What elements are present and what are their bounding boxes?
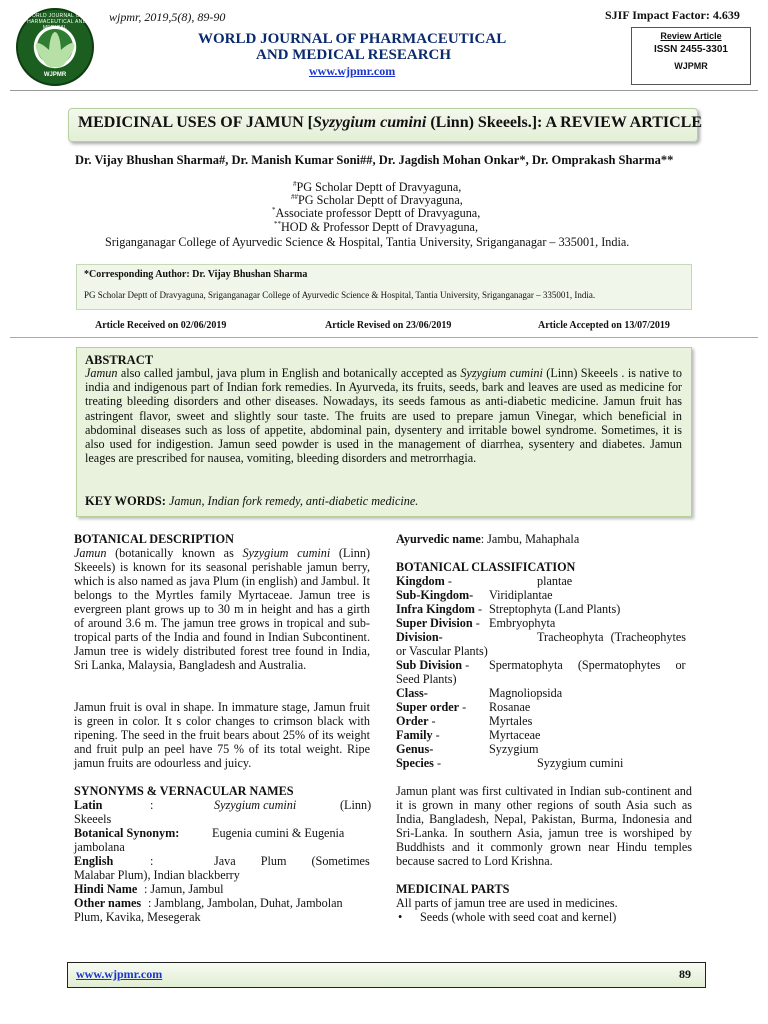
classification-label: Super order - (396, 700, 467, 714)
fruit-description-text: Jamun fruit is oval in shape. In immature stage, Jamun fruit is green in color. It s color changes to crimson black with ripening. The seed in the fruit bears about 25% of its weight and fruit pulp an peel have 75 % of its total weight. Ripe jamun fruits are odourless and juicy. (74, 700, 370, 770)
other-names-line2: Plum, Kavika, Mesegerak (74, 910, 201, 924)
english-colon: : (150, 854, 154, 868)
journal-title-line2: AND MEDICAL RESEARCH (256, 47, 452, 63)
medicinal-parts-heading: MEDICINAL PARTS (396, 882, 510, 896)
classification-value: Tracheophyta (Tracheophytes (537, 630, 686, 644)
header-divider (10, 90, 758, 91)
abstract-heading: ABSTRACT (85, 353, 154, 367)
logo-abbrev: WJPMR (43, 72, 67, 78)
dates-divider (10, 337, 758, 338)
classification-label: Family - (396, 728, 440, 742)
classification-value: Streptophyta (Land Plants) (489, 602, 621, 616)
issn: ISSN 2455-3301 (654, 44, 728, 55)
date-accepted: Article Accepted on 13/07/2019 (538, 320, 670, 331)
latin-tail: (Linn) (340, 798, 372, 812)
classification-heading: BOTANICAL CLASSIFICATION (396, 560, 576, 574)
latin-value: Syzygium cumini (214, 798, 297, 812)
classification-value: Syzygium cumini (537, 756, 624, 770)
classification-label: Infra Kingdom - (396, 602, 483, 616)
classification-label: Kingdom - (396, 574, 452, 588)
latin-label: Latin (74, 798, 103, 812)
date-received: Article Received on 02/06/2019 (95, 320, 227, 331)
impact-factor: SJIF Impact Factor: 4.639 (605, 8, 740, 22)
article-info-box (631, 27, 751, 85)
page-number: 89 (679, 967, 691, 981)
list-item: Seeds (whole with seed coat and kernel) (420, 910, 617, 924)
footer-url-link[interactable]: www.wjpmr.com (76, 967, 163, 981)
classification-value: Embryophyta (489, 616, 556, 630)
english-line2: Malabar Plum), Indian blackberry (74, 868, 240, 882)
latin-colon: : (150, 798, 154, 812)
classification-value: Syzygium (489, 742, 539, 756)
classification-value: Spermatophyta (Spermatophytes or (489, 658, 686, 672)
logo-ring-text: WORLD JOURNAL OF PHARMACEUTICAL AND MEDICAL (23, 13, 87, 31)
ayurvedic-name: Ayurvedic name: Jambu, Mahaphala (396, 532, 580, 546)
affiliation: *Associate professor Deptt of Dravyaguna, (272, 206, 481, 221)
botanical-synonym-label: Botanical Synonym: (74, 826, 180, 840)
affiliation: **HOD & Professor Deptt of Dravyaguna, (274, 220, 478, 235)
corresponding-author: *Corresponding Author: Dr. Vijay Bhushan Sharma (84, 269, 308, 280)
affiliation: ##PG Scholar Deptt of Dravyaguna, (291, 193, 463, 208)
botanical-description-heading: BOTANICAL DESCRIPTION (74, 532, 234, 546)
synonyms-heading: SYNONYMS & VERNACULAR NAMES (74, 784, 294, 798)
journal-title-line1: WORLD JOURNAL OF PHARMACEUTICAL (198, 31, 507, 47)
classification-label: Sub-Kingdom- (396, 588, 474, 602)
botanical-synonym-line2: jambolana (74, 840, 125, 854)
classification-label: Species - (396, 756, 442, 770)
author-list: Dr. Vijay Bhushan Sharma#, Dr. Manish Kumar Soni##, Dr. Jagdish Mohan Onkar*, Dr. Omprakash Sharma** (75, 153, 674, 167)
english-value: Java Plum (Sometimes (214, 854, 370, 868)
keywords: KEY WORDS: Jamun, Indian fork remedy, anti-diabetic medicine. (85, 494, 419, 508)
journal-url-link[interactable]: www.wjpmr.com (309, 64, 396, 78)
date-revised: Article Revised on 23/06/2019 (325, 320, 452, 331)
classification-label: Super Division - (396, 616, 480, 630)
classification-value: or Vascular Plants) (396, 644, 488, 658)
journal-abbrev: WJPMR (674, 61, 708, 71)
bullet-icon: • (398, 910, 403, 924)
affiliation-institution: Sriganganagar College of Ayurvedic Science & Hospital, Tantia University, Sriganganagar – 335001, India. (105, 235, 630, 249)
classification-value: Rosanae (489, 700, 531, 714)
cultivation-text: Jamun plant was first cultivated in Indian sub-continent and it is grown in many other regions of south Asia such as India, Bangladesh, Nepal, Pakistan, Burma, Indonesia and Sri-Lanka. In southern Asia, jamun tree is worshiped by Buddhists and it commonly grown near Hindu temples because sacred to Lord Krishna. (396, 784, 692, 868)
classification-value: Seed Plants) (396, 672, 457, 686)
hindi-label: Hindi Name (74, 882, 138, 896)
hindi-value: : Jamun, Jambul (144, 882, 224, 896)
classification-label: Genus- (396, 742, 434, 756)
english-label: English (74, 854, 114, 868)
latin-line2: Skeeels (74, 812, 112, 826)
classification-value: Viridiplantae (489, 588, 553, 602)
article-title: MEDICINAL USES OF JAMUN [Syzygium cumini (Linn) Skeeels.]: A REVIEW ARTICLE (78, 114, 702, 131)
classification-label: Division- (396, 630, 443, 644)
page-footer (67, 962, 706, 988)
classification-value: Myrtaceae (489, 728, 541, 742)
classification-value: plantae (537, 574, 573, 588)
abstract-text: Jamun also called jambul, java plum in English and botanically accepted as Syzygium cumini (Linn) Skeeels . is native to india and indigenous part of Indian fork remedies. In Ayurveda, its fruits, seeds, bark and leaves are used as medicine for treating bleeding disorders and other diseases. Nowadays, its seeds famous as anti-diabetic medicine. Jamun fruit has astringent flavor, sweet and slightly sour taste. The fruits are used to prepare jamun Vinegar, which beneficial in abdominal diseases such as loss of appetite, abdominal pain, dysentery and irritable bowel syndrome. Sometimes, it is also used for indigestion. Jamun seed powder is used in the management of diarrhea, sysentery and diabetes. Jamun leages are prescribed for nausea, vomiting, bleeding disorders and metrorrhagia. (85, 366, 682, 466)
botanical-synonym-value: Eugenia cumini & Eugenia (212, 826, 345, 840)
corresponding-address: PG Scholar Deptt of Dravyaguna, Sriganganagar College of Ayurvedic Science & Hospital, Tantia University, Sriganganagar – 335001, India. (84, 290, 596, 300)
botanical-description-text: Jamun (botanically known as Syzygium cumini (Linn) Skeeels) is known for its seasonal perishable jamun berry, which is also named as java Plum (in english) and Jambul. It belongs to the Myrtles family Myrtaceae. Jamun tree is evergreen plant grows up to 30 m in height and has a girth of around 3.6 m. The jamun tree grows in tropical and sub-tropical parts of the India and found in Indian Subcontinent. Jamun tree is widely distributed forest tree found in India, Sri Lanka, Malaysia, Bangladesh and Australia. (74, 546, 371, 672)
affiliation: #PG Scholar Deptt of Dravyaguna, (293, 180, 462, 195)
classification-label: Sub Division - (396, 658, 470, 672)
other-names-label: Other names (74, 896, 142, 910)
classification-value: Magnoliopsida (489, 686, 563, 700)
citation: wjpmr, 2019,5(8), 89-90 (109, 10, 226, 24)
classification-label: Order - (396, 714, 436, 728)
article-type: Review Article (660, 31, 722, 41)
classification-label: Class- (396, 686, 428, 700)
journal-logo (16, 8, 94, 86)
medicinal-parts-intro: All parts of jamun tree are used in medicines. (396, 896, 618, 910)
other-names-value: : Jamblang, Jambolan, Duhat, Jambolan (148, 896, 343, 910)
classification-value: Myrtales (489, 714, 533, 728)
